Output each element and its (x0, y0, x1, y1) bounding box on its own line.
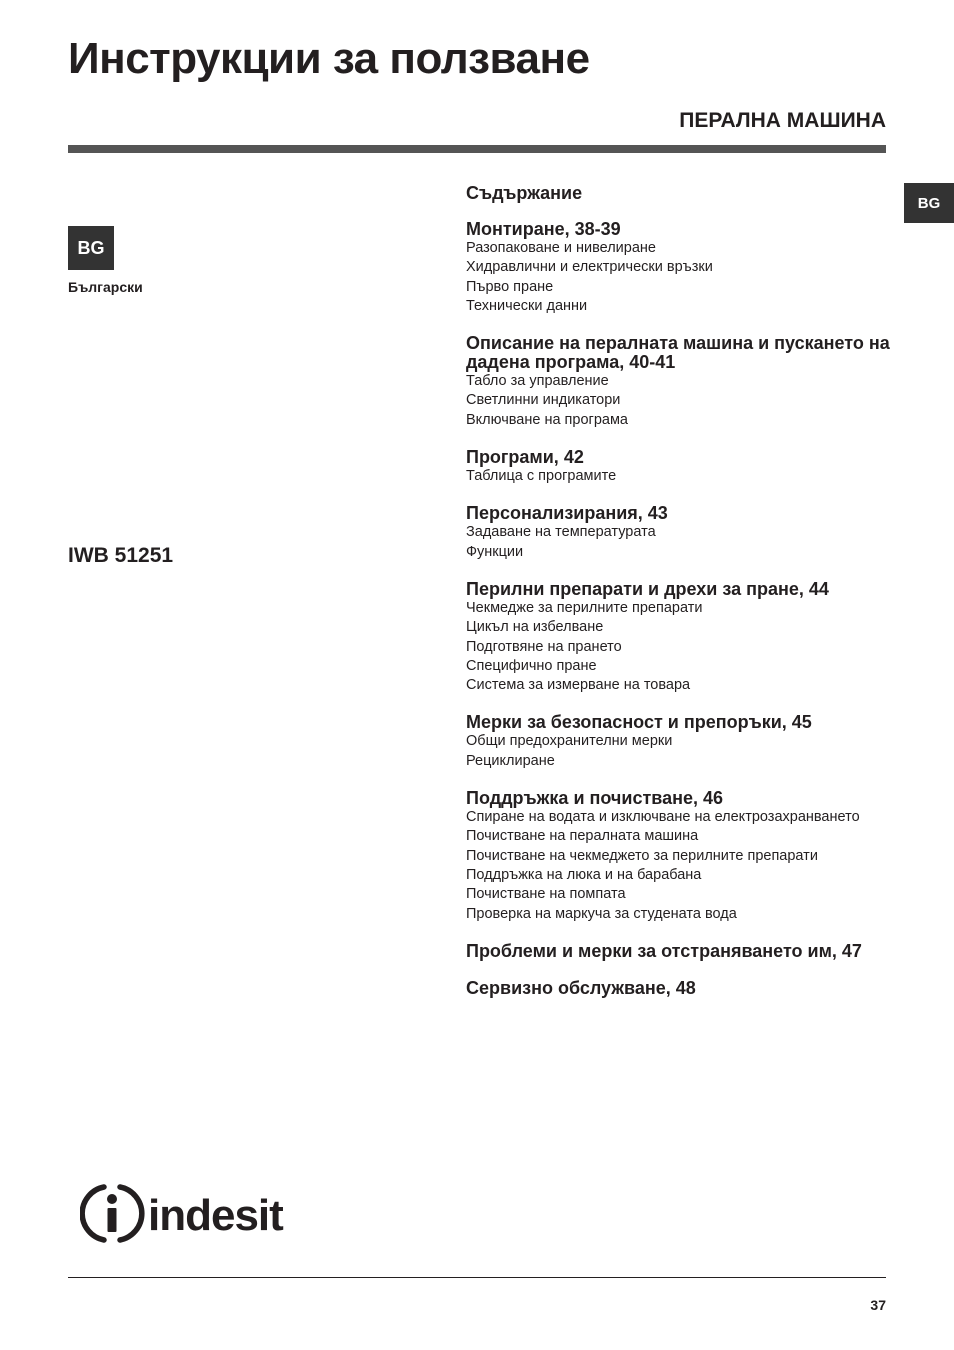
language-code-badge: BG (68, 226, 114, 270)
toc-item: Функции (466, 543, 524, 560)
toc-section-title: Програми, 42 (466, 447, 584, 468)
toc-section (466, 334, 896, 430)
toc-item: Общи предохранителни мерки (466, 733, 673, 750)
toc-section (466, 504, 896, 562)
toc-section-title: Персонализирания, 43 (466, 503, 668, 524)
toc-item: Включване на програма (466, 411, 628, 428)
toc-item: Табло за управление (466, 373, 609, 390)
toc-item: Задаване на температурата (466, 524, 656, 541)
toc-sections (466, 220, 896, 998)
indesit-logo-icon (80, 1182, 320, 1244)
toc-item: Таблица с програмите (466, 468, 617, 485)
toc-section-title: Проблеми и мерки за отстраняването им, 47 (466, 940, 862, 961)
indesit-logo (80, 1182, 320, 1249)
toc-section-title: Мерки за безопасност и препоръки, 45 (466, 712, 812, 733)
toc-item: Технически данни (466, 297, 588, 314)
toc-item: Цикъл на избелване (466, 619, 604, 636)
toc-item: Специфично пране (466, 657, 597, 674)
toc-section-title: Поддръжка и почистване, 46 (466, 788, 724, 809)
toc-item: Чекмедже за перилните препарати (466, 599, 703, 616)
toc-heading: Съдържание (466, 183, 583, 203)
toc-section-title: Монтиране, 38-39 (466, 219, 621, 239)
toc-item: Поддръжка на люка и на барабана (466, 866, 702, 883)
toc-section-title: Перилни препарати и дрехи за пране, 44 (466, 578, 829, 599)
toc-item: Рециклиране (466, 752, 555, 769)
toc-item: Почистване на пералната машина (466, 828, 699, 845)
toc-item: Проверка на маркуча за студената вода (466, 905, 737, 922)
toc-item: Първо пране (466, 278, 554, 295)
toc-item: Почистване на чекмеджето за перилните препарати (466, 847, 818, 864)
toc-section-title: Описание на пералната машина и пускането на дадена програма, 40-41 (466, 333, 890, 373)
toc-item: Светлинни индикатори (466, 392, 621, 409)
toc-item: Спиране на водата и изключване на електрозахранването (466, 809, 860, 826)
toc-item: Система за измерване на товара (466, 677, 691, 694)
brand-wordmark: indesit (148, 1191, 283, 1240)
toc-item: Почистване на помпата (466, 886, 626, 903)
language-side-tab: BG (904, 183, 954, 223)
header-divider (68, 145, 886, 153)
toc-section (466, 789, 896, 924)
model-number: IWB 51251 (68, 544, 174, 567)
toc-section-title: Сервизно обслужване, 48 (466, 977, 696, 998)
table-of-contents (466, 183, 896, 1016)
toc-section (466, 979, 896, 998)
toc-item: Хидравлични и електрически връзки (466, 259, 713, 276)
page-number: 37 (870, 1297, 886, 1313)
toc-section (466, 942, 896, 961)
page-title: Инструкции за ползване (68, 34, 590, 83)
footer-divider (68, 1277, 886, 1278)
toc-section (466, 580, 896, 695)
toc-section (466, 448, 896, 486)
toc-item: Подготвяне на прането (466, 638, 622, 655)
product-type: ПЕРАЛНА МАШИНА (679, 109, 886, 132)
toc-section (466, 220, 896, 316)
toc-section (466, 713, 896, 771)
language-name: Български (68, 279, 143, 295)
toc-item: Разопаковане и нивелиране (466, 240, 656, 256)
